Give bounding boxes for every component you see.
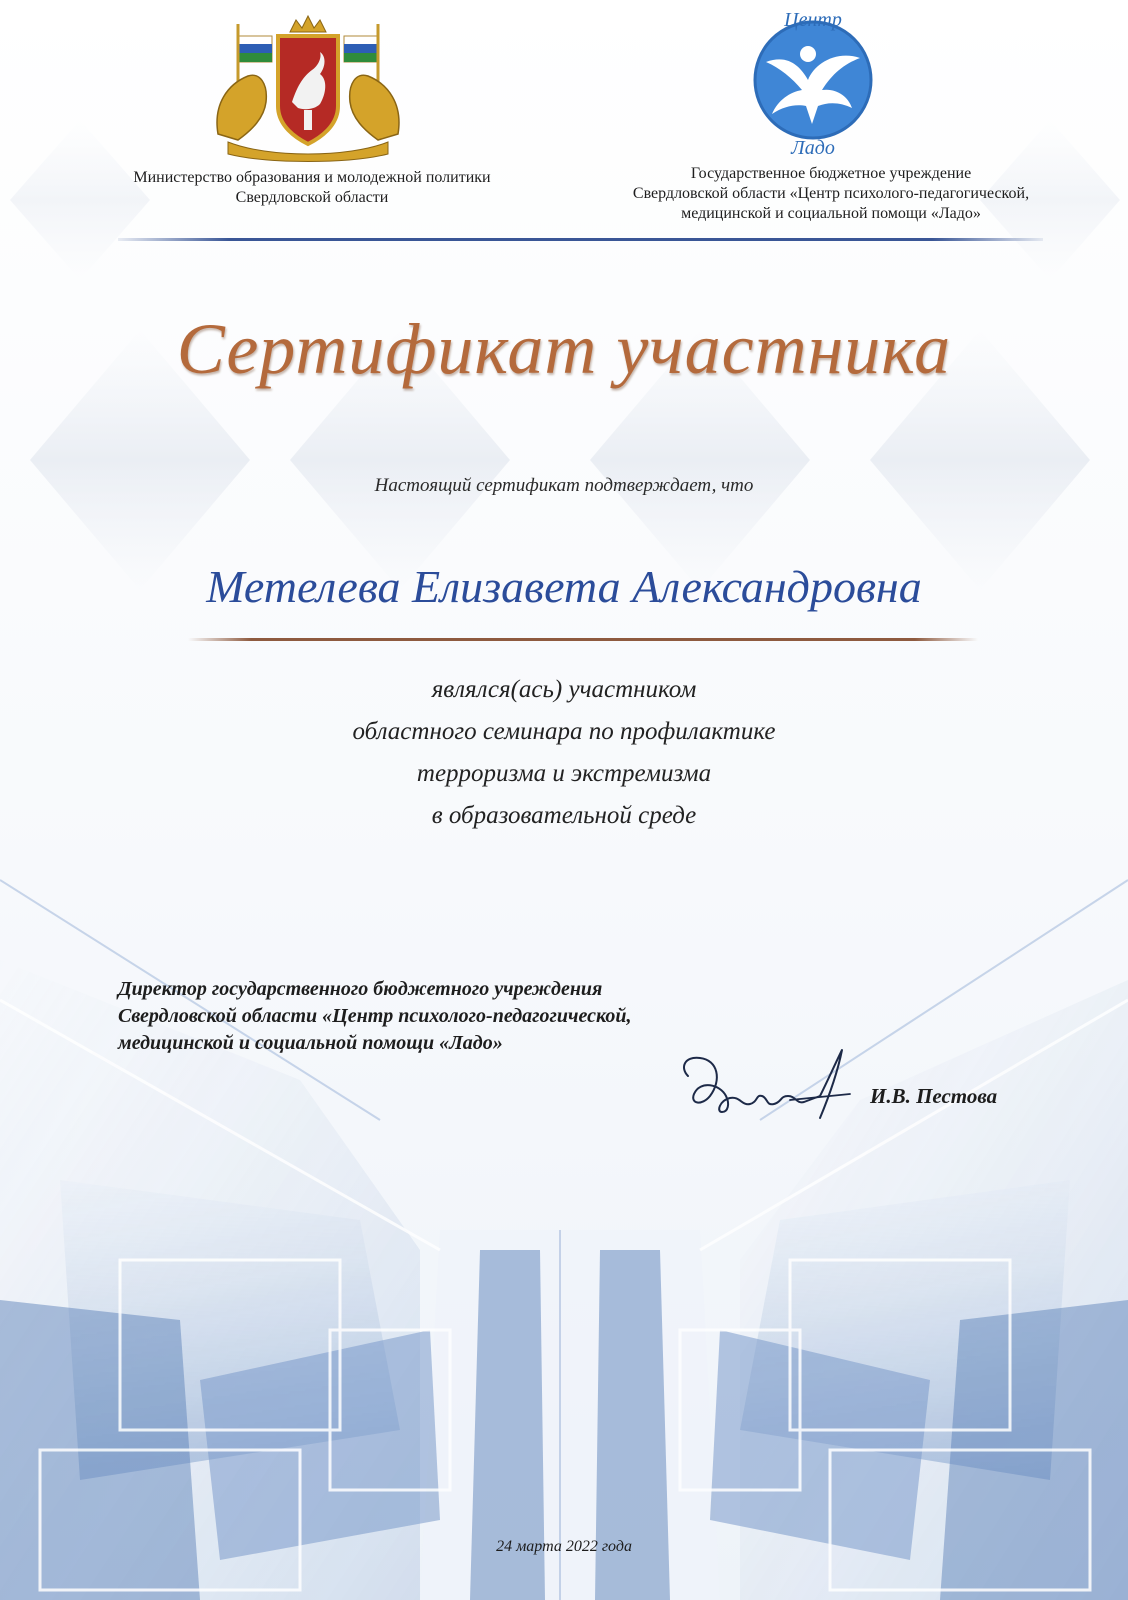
name-underline [188, 638, 978, 641]
left-org-line: Свердловской области [235, 189, 389, 206]
body-line: областного семинара по профилактике [352, 718, 776, 745]
director-line: медицинской и социальной помощи «Ладо» [118, 1032, 503, 1054]
recipient-name: Метелева Елизавета Александровна [206, 561, 922, 612]
right-org-line: медицинской и социальной помощи «Ладо» [681, 205, 981, 222]
issue-date: 24 марта 2022 года [496, 1538, 632, 1555]
body-line: в образовательной среде [431, 802, 697, 829]
certificate-title: Сертификат участника [176, 309, 952, 389]
bird-logo-icon [748, 6, 878, 156]
body-line: являлся(ась) участником [431, 676, 697, 703]
right-org-line: Государственное бюджетное учреждение [690, 165, 972, 182]
logo-bottom-text: Ладо [791, 137, 835, 156]
signature-icon [670, 1040, 860, 1130]
header-divider [118, 238, 1043, 241]
signer-name: И.В. Пестова [870, 1084, 998, 1108]
logo-top-text: Центр [784, 9, 842, 31]
left-org-name [72, 168, 552, 208]
coat-of-arms-icon [208, 14, 408, 164]
right-org-line: Свердловской области «Центр психолого-педагогической, [632, 185, 1030, 202]
left-org-line: Министерство образования и молодежной политики [133, 169, 491, 186]
certificate-subtitle: Настоящий сертификат подтверждает, что [374, 475, 754, 496]
director-line: Директор государственного бюджетного учреждения [118, 978, 603, 1000]
director-line: Свердловской области «Центр психолого-педагогической, [118, 1005, 632, 1027]
body-line: терроризма и экстремизма [416, 760, 712, 787]
right-org-name [566, 164, 1096, 224]
